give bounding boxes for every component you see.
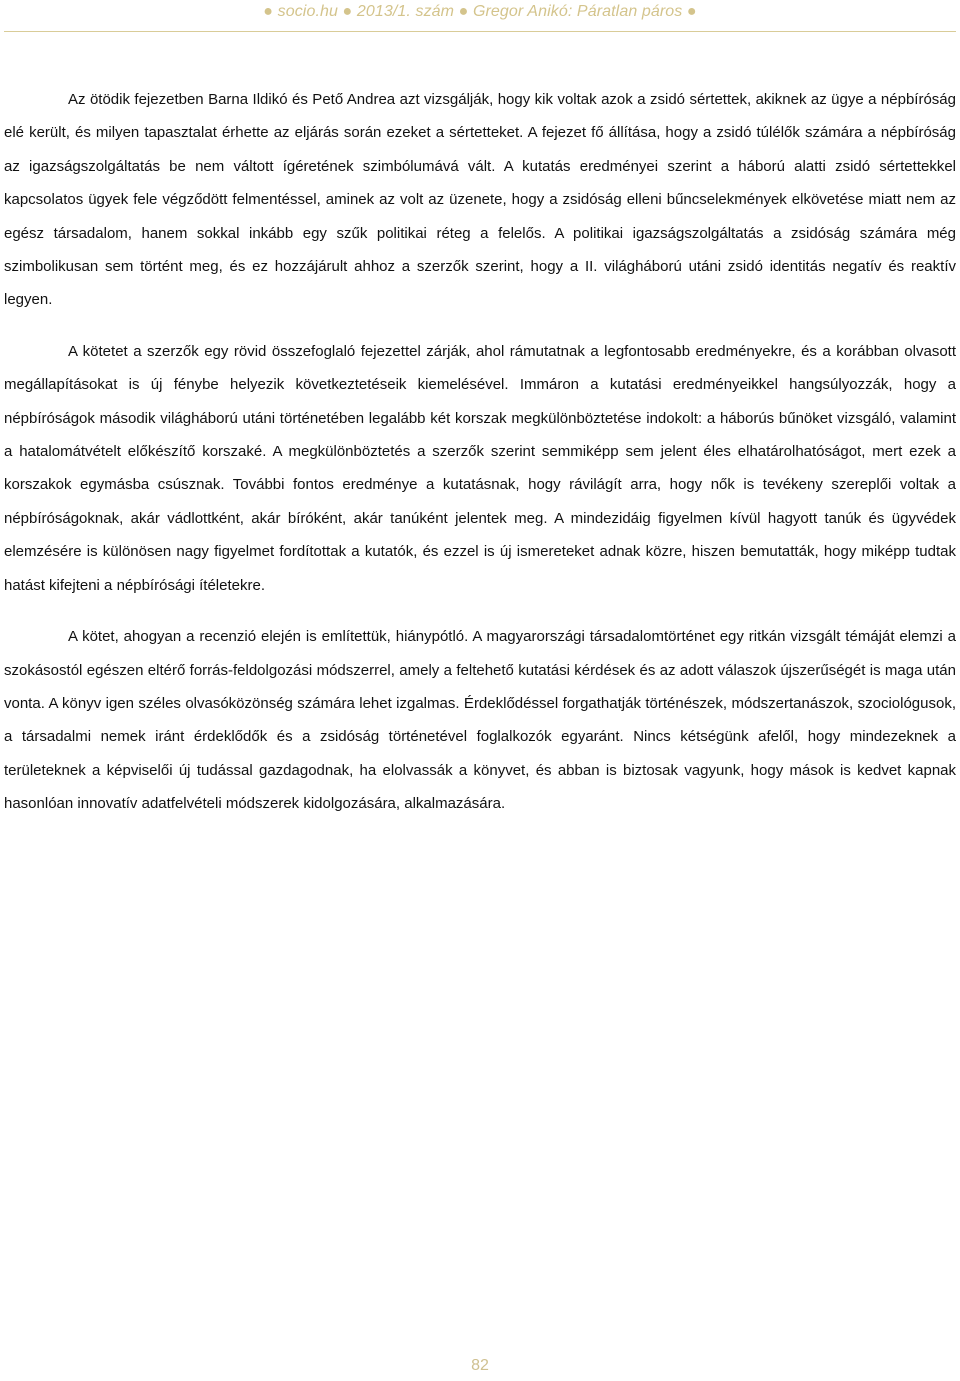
page-number: 82 (471, 1357, 489, 1374)
paragraph-1: Az ötödik fejezetben Barna Ildikó és Pető Andrea azt vizsgálják, hogy kik voltak azok a zsidó sértettek, akiknek az ügye a népbíróság elé került, és milyen tapasztalat érhette az eljárás során ezeket a sértetteket. A fejezet fő állítása, hogy a zsidó túlélők számára a népbíróság az igazságszolgáltatás be nem váltott ígéretének szimbólumává vált. A kutatás eredményei szerint a háború alatti zsidó sértettekkel kapcsolatos ügyek fele végződött felmentéssel, aminek az volt az üzenete, hogy a zsidóság elleni bűncselekmények elkövetése miatt nem az egész társadalom, hanem sokkal inkább egy szűk politikai réteg a felelős. A politikai igazságszolgáltatás a zsidóság számára még szimbolikusan sem történt meg, és ez hozzájárult ahhoz a szerzők szerint, hogy a II. világháború utáni zsidó identitás negatív és reaktív legyen. (4, 91, 956, 309)
article-body (4, 83, 956, 839)
running-header: ● socio.hu ● 2013/1. szám ● Gregor Anikó: Páratlan páros ● (263, 3, 697, 20)
paragraph-2: A kötetet a szerzők egy rövid összefoglaló fejezettel zárják, ahol rámutatnak a legfontosabb eredményekre, és a korábban olvasott megállapításokat is új fénybe helyezik következtetéseik kiemelésével. Immáron a kutatási eredményeikkel hangsúlyozzák, hogy a népbíróságok második világháború utáni történetében legalább két korszak megkülönböztetése indokolt: a háborús bűnöket vizsgáló, valamint a hatalomátvételt előkészítő korszaké. A megkülönböztetés a szerzők szerint semmiképp sem jelent éles elhatárolhatóságot, mert ezek a korszakok egymásba csúsznak. További fontos eredménye a kutatásnak, hogy rávilágít arra, hogy nők is tevékeny szereplői voltak a népbíróságoknak, akár vádlottként, akár bíróként, akár tanúként jelentek meg. A mindezidáig figyelmen kívül hagyott tanúk és ügyvédek elemzésére is különösen nagy figyelmet fordítottak a kutatók, és ezzel is új ismereteket adnak közre, hiszen bemutatták, hogy miképp tudtak hatást kifejteni a népbírósági ítéletekre. (4, 342, 956, 594)
paragraph-3: A kötet, ahogyan a recenzió elején is említettük, hiánypótló. A magyarországi társadalomtörténet egy ritkán vizsgált témáját elemzi a szokásostól egészen eltérő forrás-feldolgozási módszerrel, amely a feltehető kutatási kérdések és az adott válaszok újszerűségét is maga után vonta. A könyv igen széles olvasóközönség számára lehet izgalmas. Érdeklődéssel forgathatják történészek, módszertanászok, szociológusok, a társadalmi nemek iránt érdeklődők és a zsidóság történetével foglalkozók egyaránt. Nincs kétségünk afelől, hogy mindezeknek a területeknek a képviselői új tudással gazdagodnak, ha elolvassák a könyvet, és abban is biztosak vagyunk, hogy mások is kedvet kapnak hasonlóan innovatív adatfelvételi módszerek kidolgozására, alkalmazására. (4, 628, 956, 813)
header-divider (4, 31, 956, 32)
